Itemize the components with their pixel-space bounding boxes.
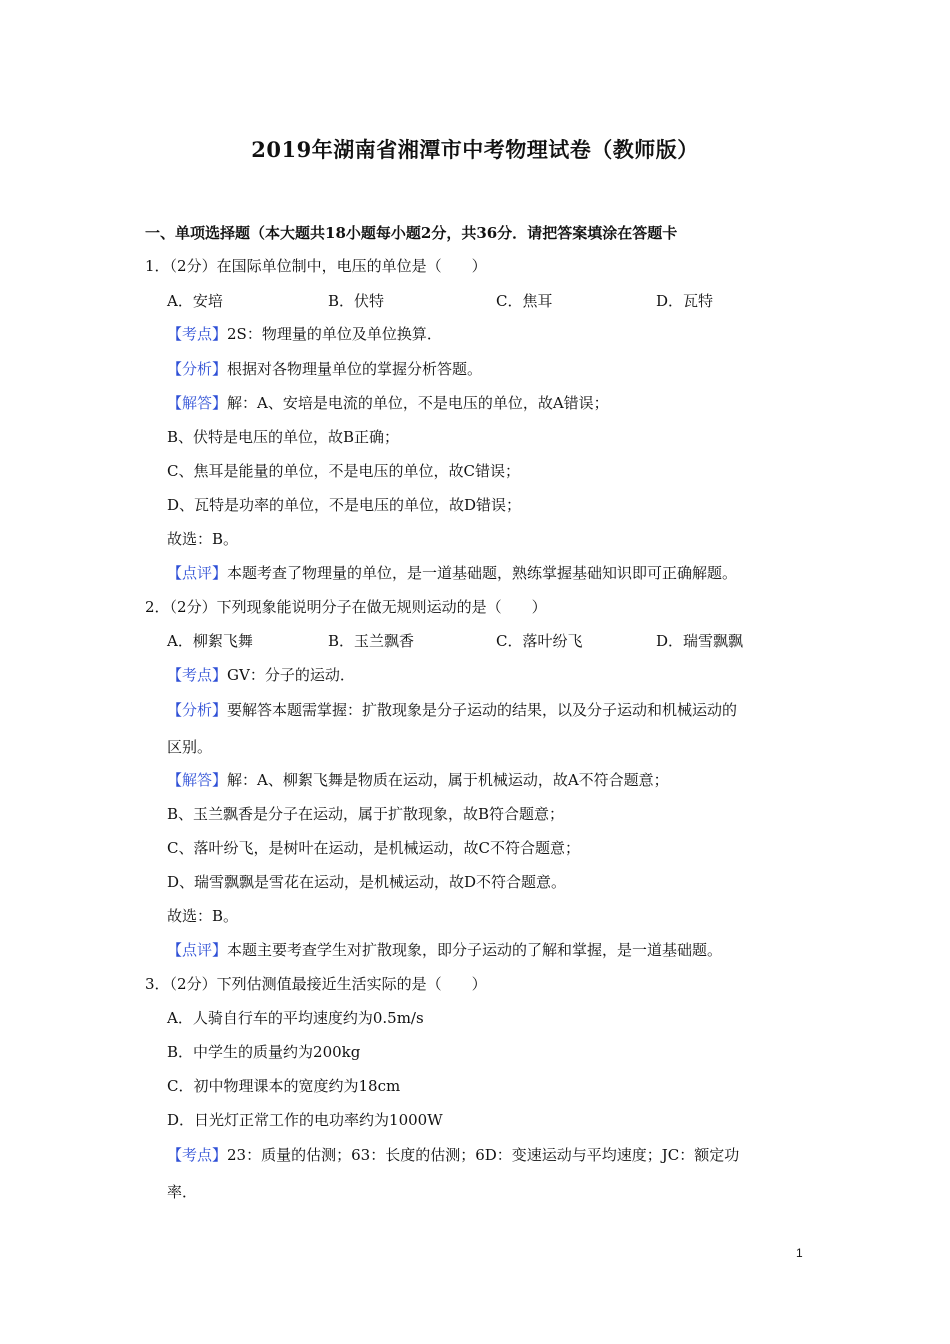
q2-stem: 2．（2分）下列现象能说明分子在做无规则运动的是（ ） (145, 598, 547, 616)
q1-kaodian (167, 324, 442, 344)
q2-solution-line: D、瑞雪飘飘是雪花在运动，是机械运动，故D不符合题意。 (167, 873, 567, 891)
q1-solution-line: 故选：B。 (167, 530, 239, 548)
kaodian-tag: 【考点】 (167, 1146, 228, 1164)
jieda-tag: 【解答】 (167, 771, 228, 789)
q3-kaodian-continued: 率． (167, 1183, 198, 1201)
q3-kaodian (167, 1145, 739, 1165)
q2-fenxi-text: 要解答本题需掌握：扩散现象是分子运动的结果，以及分子运动和机械运动的 (227, 701, 738, 719)
q2-kaodian-text: GV：分子的运动． (227, 666, 355, 684)
q1-option-b: B．伏特 (328, 292, 385, 310)
q2-fenxi-continued: 区别。 (167, 738, 213, 756)
q1-jieda (167, 393, 609, 413)
dianping-tag: 【点评】 (167, 941, 228, 959)
q3-option-c: C．初中物理课本的宽度约为18cm (167, 1077, 401, 1095)
q1-dianping-text: 本题考查了物理量的单位，是一道基础题，熟练掌握基础知识即可正确解题。 (227, 564, 738, 582)
q2-option-a: A．柳絮飞舞 (167, 632, 253, 650)
q1-solution-line: C、焦耳是能量的单位，不是电压的单位，故C错误； (167, 462, 520, 480)
kaodian-tag: 【考点】 (167, 666, 228, 684)
q2-option-d: D．瑞雪飘飘 (656, 632, 744, 650)
q1-dianping (167, 563, 737, 583)
jieda-tag: 【解答】 (167, 394, 228, 412)
q3-kaodian-text: 23：质量的估测；63：长度的估测；6D：变速运动与平均速度；JC：额定功 (227, 1146, 740, 1164)
q3-option-a: A．人骑自行车的平均速度约为0.5m/s (167, 1009, 424, 1027)
q1-jieda-text: 解：A、安培是电流的单位，不是电压的单位，故A错误； (227, 394, 609, 412)
q3-option-b: B．中学生的质量约为200kg (167, 1043, 361, 1061)
q1-option-d: D．瓦特 (656, 292, 714, 310)
q1-solution-line: D、瓦特是功率的单位，不是电压的单位，故D错误； (167, 496, 522, 514)
q2-dianping (167, 940, 722, 960)
page-number: 1 (796, 1246, 803, 1260)
q2-solution-line: B、玉兰飘香是分子在运动，属于扩散现象，故B符合题意； (167, 805, 565, 823)
q2-option-b: B．玉兰飘香 (328, 632, 415, 650)
page-title: 2019年湖南省湘潭市中考物理试卷（教师版） (251, 137, 699, 162)
q2-solution-line: 故选：B。 (167, 907, 239, 925)
q2-kaodian (167, 665, 355, 685)
kaodian-tag: 【考点】 (167, 325, 228, 343)
q2-option-c: C．落叶纷飞 (496, 632, 583, 650)
q2-jieda-text: 解：A、柳絮飞舞是物质在运动，属于机械运动，故A不符合题意； (227, 771, 669, 789)
fenxi-tag: 【分析】 (167, 360, 228, 378)
q1-option-a: A．安培 (167, 292, 223, 310)
q1-kaodian-text: 2S：物理量的单位及单位换算． (227, 325, 442, 343)
q2-fenxi (167, 700, 737, 720)
fenxi-tag: 【分析】 (167, 701, 228, 719)
dianping-tag: 【点评】 (167, 564, 228, 582)
q1-option-c: C．焦耳 (496, 292, 553, 310)
q1-solution-line: B、伏特是电压的单位，故B正确； (167, 428, 400, 446)
q1-stem: 1．（2分）在国际单位制中，电压的单位是（ ） (145, 257, 487, 275)
section-heading: 一、单项选择题（本大题共18小题每小题2分，共36分．请把答案填涂在答题卡 (145, 224, 678, 242)
q1-fenxi (167, 359, 482, 379)
q2-dianping-text: 本题主要考查学生对扩散现象，即分子运动的了解和掌握，是一道基础题。 (227, 941, 723, 959)
q3-stem: 3．（2分）下列估测值最接近生活实际的是（ ） (145, 975, 487, 993)
q2-jieda (167, 770, 669, 790)
q2-solution-line: C、落叶纷飞，是树叶在运动，是机械运动，故C不符合题意； (167, 839, 580, 857)
q3-option-d: D．日光灯正常工作的电功率约为1000W (167, 1111, 443, 1129)
q1-fenxi-text: 根据对各物理量单位的掌握分析答题。 (227, 360, 483, 378)
